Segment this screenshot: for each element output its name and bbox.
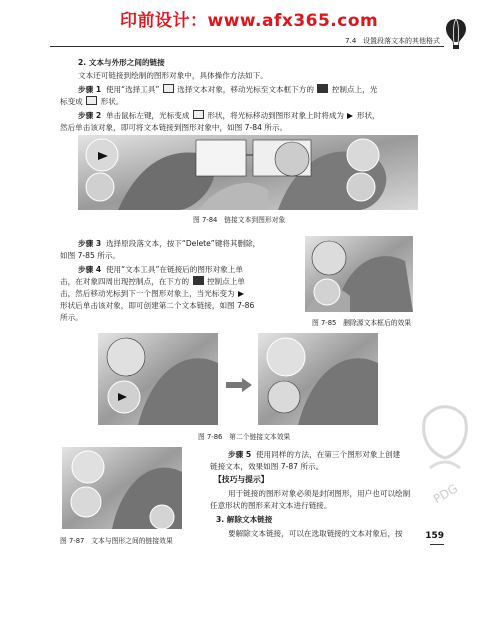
- section-heading-2: 2. 文本与外形之间的链接: [78, 58, 165, 67]
- transition-arrow-icon: [226, 378, 252, 392]
- link-cursor-icon: [86, 96, 97, 105]
- step-1-text-d: 标变成: [60, 97, 83, 106]
- header-section-number: 7.4: [345, 37, 357, 45]
- caption-7-84: 图 7-84 链接文本到图形对象: [193, 216, 286, 224]
- figure-7-87-image: [62, 447, 182, 529]
- step-4-line-1: [78, 264, 243, 276]
- tip-line-1: 用于链接的图形对象必须是封闭图形，用户也可以绘制: [228, 489, 411, 498]
- figure-7-85-image: [305, 236, 413, 312]
- header-section-title: 设置段落文本的其他格式: [363, 37, 440, 45]
- site-banner[interactable]: 印前设计：www.afx365.com: [120, 11, 379, 31]
- step-2-text-a: 单击鼠标左键，光标变成: [105, 111, 190, 120]
- step-1-text-b: 选择文本对象，移动光标至文本框下方的: [177, 85, 314, 94]
- step-4-text-f: 所示。: [60, 313, 83, 322]
- figure-7-84-image: [78, 135, 418, 210]
- section-intro: 文本还可链接到绘制的图形对象中，具体操作方法如下。: [78, 71, 268, 80]
- step-2-label: 步骤 2: [78, 111, 102, 120]
- figure-7-86-right-image: [258, 333, 378, 425]
- step-4-text-a: 使用“文本工具”在链接后的图形对象上单: [105, 265, 243, 274]
- step-2-text-d: 然后单击该对象，即可将文本链接到图形对象中，如图 7-84 所示。: [60, 123, 288, 132]
- watermark-text: PDG: [430, 481, 461, 507]
- move-cursor-icon: [193, 110, 204, 119]
- link-arrow-cursor-icon: [238, 291, 244, 297]
- step-1-paragraph-cont: [60, 96, 123, 108]
- hot-air-balloon-icon: [445, 18, 467, 50]
- step-3-text-a: 选择原段落文本，按下“Delete”键将其删除，: [105, 239, 261, 248]
- pointer-tool-icon: [163, 84, 174, 93]
- step-3-line-1: [78, 238, 260, 250]
- step-5-text-a: 使用同样的方法，在第三个图形对象上创建: [255, 450, 401, 459]
- tip-line-2: 任意形状的图形来对文本进行链接。: [210, 501, 332, 510]
- figure-7-86-right-artwork: [258, 333, 378, 425]
- step-5-line-1: [228, 449, 400, 461]
- figure-7-86-left-image: [98, 333, 218, 425]
- step-2-text-b: 形状，将光标移动到图形对象上时将成为: [207, 111, 345, 120]
- section-heading-3: 3. 解除文本链接: [216, 515, 273, 524]
- figure-7-87-artwork: [62, 447, 182, 529]
- step-3-label: 步骤 3: [78, 239, 102, 248]
- text-control-handle-icon: [193, 276, 204, 285]
- caption-7-85: 图 7-85 删除源文本框后的效果: [312, 319, 412, 327]
- step-1-label: 步骤 1: [78, 85, 102, 94]
- step-4-text-d: 击，然后移动光标到下一个图形对象上，当光标变为: [60, 289, 235, 298]
- caption-7-87: 图 7-87 文本与图形之间的链接效果: [60, 537, 173, 545]
- step-4-text-e: 形状后单击该对象，即可创建第二个文本链接，如图 7-86: [60, 301, 255, 310]
- step-4-line-3: [60, 288, 245, 300]
- step-4-text-b: 击，在对象四周出现控制点，在下方的: [60, 277, 190, 286]
- figure-7-85-artwork: [305, 236, 413, 312]
- footer-rule: [430, 544, 444, 545]
- section-3-text: 要解除文本链接，可以在选取链接的文本对象后，按: [228, 529, 403, 538]
- step-4-text-c: 控制点上单: [206, 277, 245, 286]
- figure-7-86-left-artwork: [98, 333, 218, 425]
- step-5-text-b: 链接文本，效果如图 7-87 所示。: [210, 462, 324, 471]
- step-1-text-e: 形状。: [100, 97, 124, 106]
- text-control-handle-icon: [317, 84, 328, 93]
- step-5-label: 步骤 5: [228, 450, 252, 459]
- step-2-paragraph: [78, 110, 438, 122]
- step-3-text-b: 如图 7-85 所示。: [60, 251, 121, 260]
- step-1-text-a: 使用“选择工具”: [105, 85, 160, 94]
- tip-title: 【技巧与提示】: [214, 475, 269, 484]
- step-2-text-c: 形状，: [356, 111, 380, 120]
- step-1-paragraph: [78, 84, 438, 96]
- watermark-logo: [415, 398, 475, 508]
- figure-7-84-artwork: [78, 135, 418, 210]
- link-arrow-cursor-icon: [347, 113, 353, 119]
- page-number: 159: [425, 531, 444, 541]
- step-1-text-c: 控制点上，光: [331, 85, 378, 94]
- header-rule: [50, 46, 444, 47]
- step-4-label: 步骤 4: [78, 265, 102, 274]
- running-header: [345, 36, 440, 46]
- caption-7-86: 图 7-86 第二个链接文本效果: [198, 433, 291, 441]
- step-4-line-2: [60, 276, 245, 288]
